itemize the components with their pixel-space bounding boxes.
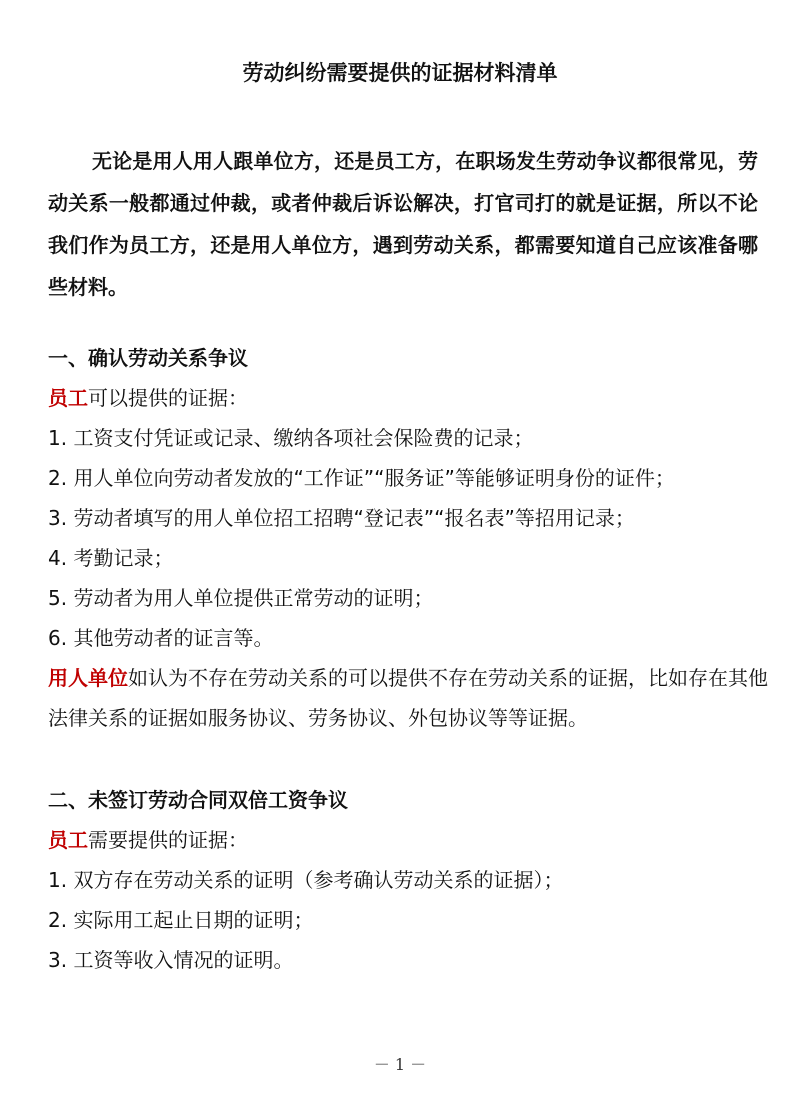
list-item: 2. 用人单位向劳动者发放的“工作证”“服务证”等能够证明身份的证件； — [48, 466, 675, 490]
list-item: 5. 劳动者为用人单位提供正常劳动的证明； — [48, 586, 434, 610]
section-confirm-labor-relation — [48, 338, 768, 738]
intro-paragraph: 无论是用人用人跟单位方，还是员工方，在职场发生劳动争议都很常见，劳动关系一般都通过仲裁，或者仲裁后诉讼解决，打官司打的就是证据，所以不论我们作为员工方，还是用人单位方，遇到劳动关系，都需要知道自己应该准备哪些材料。 — [48, 149, 758, 299]
employer-label: 用人单位 — [48, 666, 128, 690]
page-number: － 1 － — [373, 1055, 427, 1074]
employer-evidence-paragraph — [48, 658, 768, 738]
document-title: 劳动纠纷需要提供的证据材料清单 — [242, 61, 558, 85]
section-heading: 一、确认劳动关系争议 — [48, 346, 248, 370]
list-item: 3. 劳动者填写的用人单位招工招聘“登记表”“报名表”等招用记录； — [48, 506, 635, 530]
employee-text: 需要提供的证据： — [88, 828, 248, 852]
employee-text: 可以提供的证据： — [88, 386, 248, 410]
list-item: 3. 工资等收入情况的证明。 — [48, 948, 294, 972]
employee-evidence-intro — [48, 820, 768, 860]
list-item: 1. 双方存在劳动关系的证明（参考确认劳动关系的证据）； — [48, 868, 564, 892]
list-item: 6. 其他劳动者的证言等。 — [48, 626, 274, 650]
section-double-wage-dispute — [48, 780, 768, 980]
section-heading: 二、未签订劳动合同双倍工资争议 — [48, 788, 348, 812]
list-item: 4. 考勤记录； — [48, 546, 174, 570]
employee-label: 员工 — [48, 828, 88, 852]
employee-label: 员工 — [48, 386, 88, 410]
employee-evidence-intro — [48, 378, 768, 418]
list-item: 2. 实际用工起止日期的证明； — [48, 908, 314, 932]
list-item: 1. 工资支付凭证或记录、缴纳各项社会保险费的记录； — [48, 426, 534, 450]
employer-text: 如认为不存在劳动关系的可以提供不存在劳动关系的证据，比如存在其他法律关系的证据如服务协议、劳务协议、外包协议等等证据。 — [48, 666, 768, 730]
